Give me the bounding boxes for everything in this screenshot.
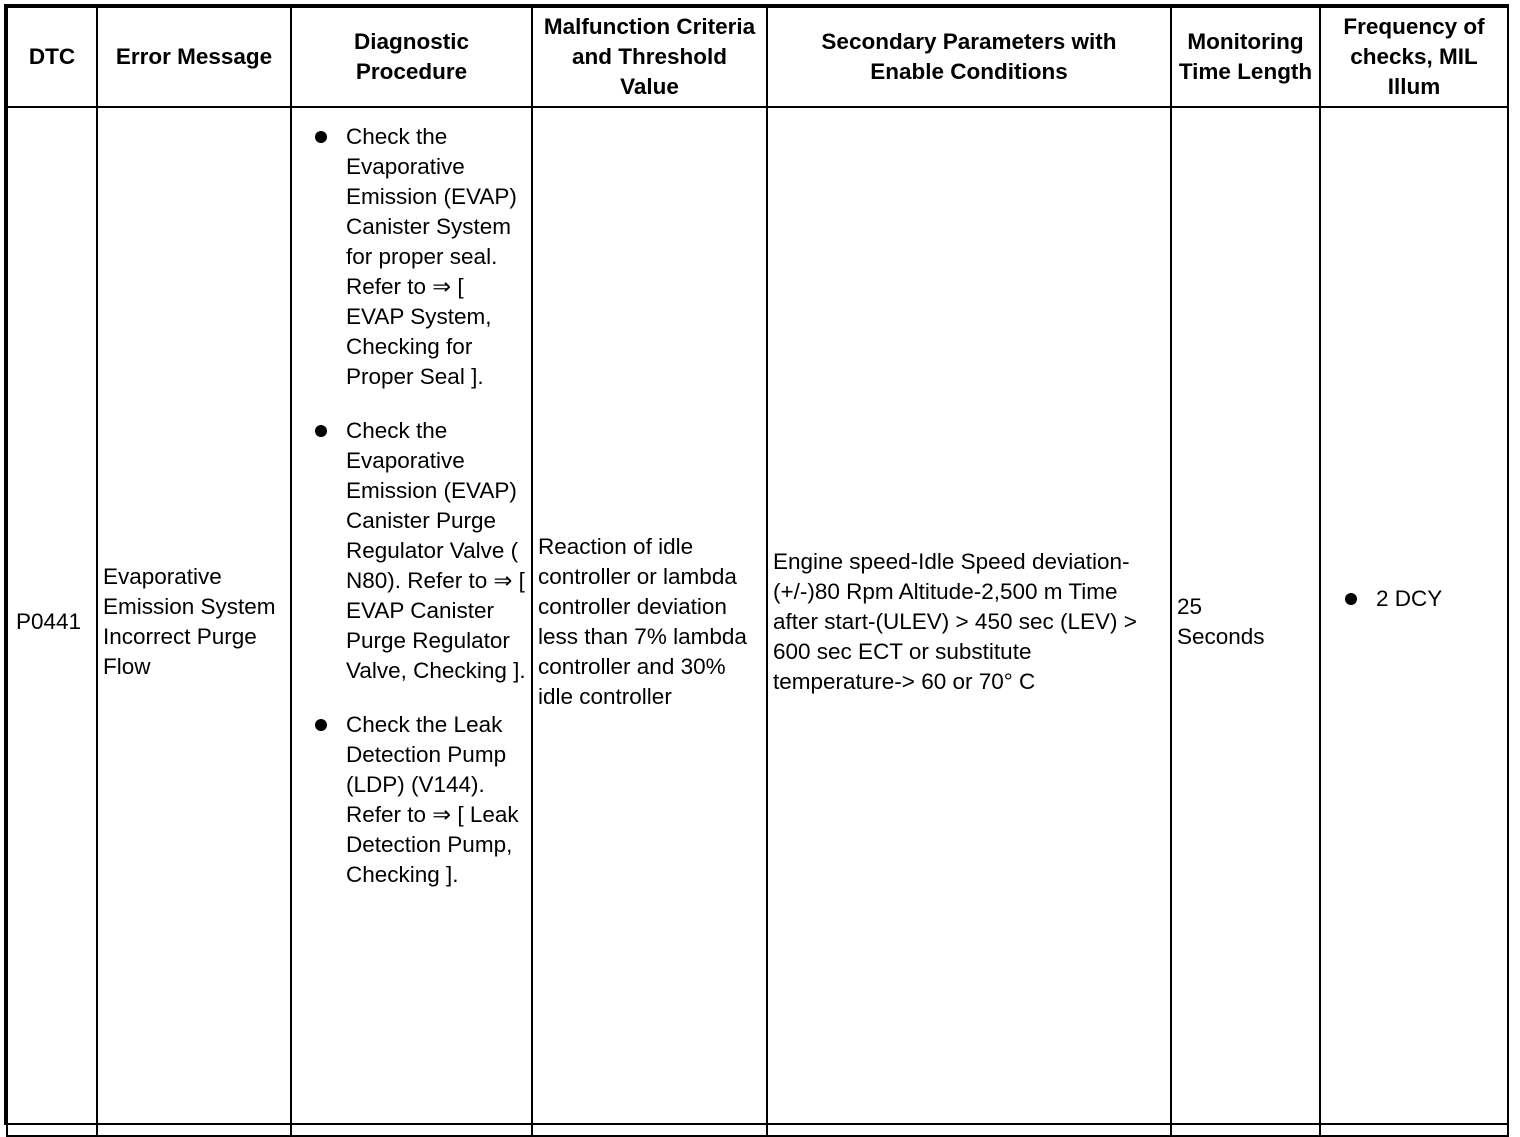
header-malfunction-criteria (532, 7, 767, 107)
bullet-icon (1345, 593, 1357, 605)
header-error-message-label: Error Message (115, 44, 273, 69)
bullet-icon (315, 425, 327, 437)
cell-dtc (7, 107, 97, 1136)
procedure-item (292, 416, 527, 686)
header-dtc-label: DTC (28, 44, 76, 69)
cell-malfunction-criteria (532, 107, 767, 1136)
header-diagnostic-procedure (291, 7, 532, 107)
header-frequency-label: Frequency of checks, MIL Illum (1343, 14, 1485, 99)
header-frequency (1320, 7, 1508, 107)
procedure-text: Check the Evaporative Emission (EVAP) Canister Purge Regulator Valve ( N80). Refer to ⇒ [ EVAP Canister Purge Regulator Valve, Checking ]. (346, 418, 526, 683)
monitoring-time-text: 25 Seconds (1177, 593, 1265, 649)
procedure-item (292, 710, 527, 890)
procedure-text: Check the Leak Detection Pump (LDP) (V144). Refer to ⇒ [ Leak Detection Pump, Checking ]. (346, 712, 519, 887)
header-malfunction-criteria-label: Malfunction Criteria and Threshold Value (543, 14, 756, 99)
secondary-parameters-text: Engine speed-Idle Speed deviation-(+/-)80 Rpm Altitude-2,500 m Time after start-(ULEV) > 450 sec (LEV) > 600 sec ECT or substitute temperature-> 60 or 70° C (773, 548, 1137, 694)
dtc-code: P0441 (16, 608, 82, 634)
procedure-list (292, 120, 531, 890)
cell-secondary-parameters (767, 107, 1171, 1136)
header-diagnostic-procedure-label: Diagnostic Procedure (353, 29, 470, 84)
cell-monitoring-time (1171, 107, 1320, 1136)
cell-error-message (97, 107, 291, 1136)
procedure-text: Check the Evaporative Emission (EVAP) Canister System for proper seal. Refer to ⇒ [ EVAP System, Checking for Proper Seal ]. (346, 124, 517, 389)
header-secondary-parameters (767, 7, 1171, 107)
header-error-message (97, 7, 291, 107)
procedure-item (292, 122, 527, 392)
cell-diagnostic-procedure (291, 107, 532, 1136)
bullet-icon (315, 131, 327, 143)
dtc-table (6, 6, 1509, 1137)
header-row (7, 7, 1508, 107)
cell-frequency (1320, 107, 1508, 1136)
frequency-item (1321, 584, 1507, 614)
header-monitoring-time-label: Monitoring Time Length (1178, 29, 1313, 84)
header-secondary-parameters-label: Secondary Parameters with Enable Conditions (821, 29, 1117, 84)
malfunction-criteria-text: Reaction of idle controller or lambda controller deviation less than 7% lambda controller and 30% idle controller (538, 533, 747, 709)
frequency-text: 2 DCY (1376, 585, 1443, 611)
bullet-icon (315, 719, 327, 731)
header-dtc (7, 7, 97, 107)
header-monitoring-time (1171, 7, 1320, 107)
error-message-text: Evaporative Emission System Incorrect Purge Flow (103, 563, 276, 679)
table-row (7, 107, 1508, 1136)
